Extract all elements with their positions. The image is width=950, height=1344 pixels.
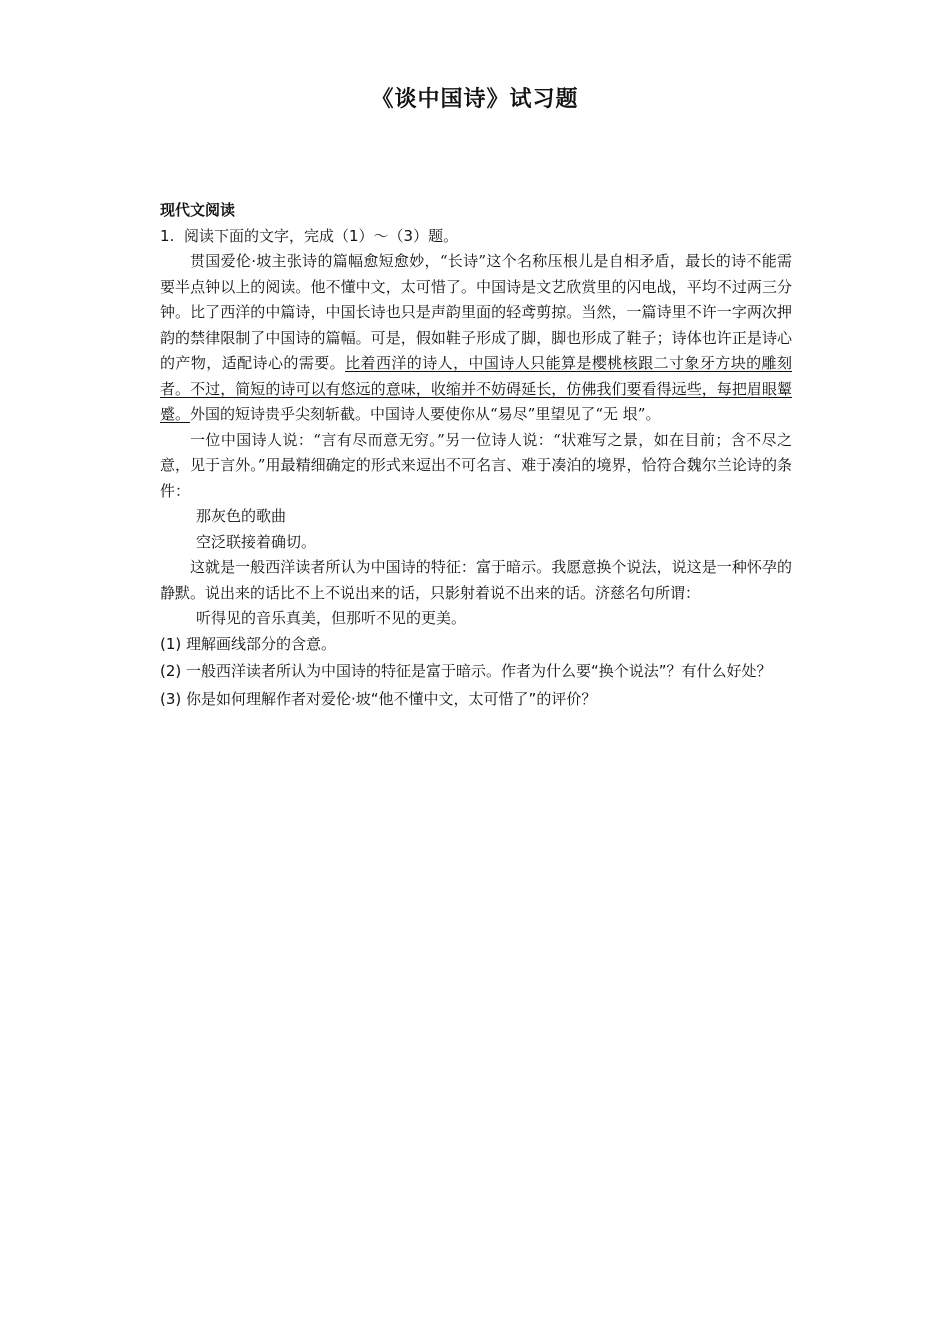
underlined-passage: 比着西洋的诗人，中国诗人只能算是樱桃核跟二寸象牙方块的雕刻者。不过，简短的诗可以有悠远的意味，收缩并不妨碍延长，仿佛我们要看得远些，每把眉眼颦蹙。 xyxy=(160,354,792,423)
sub-question-1: (1) 理解画线部分的含意。 xyxy=(160,634,337,653)
question-number: 1. xyxy=(160,226,175,245)
passage-paragraph-2: 一位中国诗人说：“言有尽而意无穷。”另一位诗人说：“状难写之景，如在目前；含不尽之意，见于言外。”用最精细确定的形式来逗出不可名言、难于凑泊的境界，恰符合魏尔兰论诗的条件： xyxy=(160,430,792,500)
sub-question-2: (2) 一般西洋读者所认为中国诗的特征是富于暗示。作者为什么要“换个说法”？有什么好处？ xyxy=(160,662,772,680)
passage-p1-text: 贯国爱伦·坡主张诗的篇幅愈短愈妙，“长诗”这个名称压根儿是自相矛盾，最长的诗不能需要半点钟以上的阅读。他不懂中文，太可惜了。中国诗是文艺欣赏里的闪电战，平均不过两三分钟。比了西洋的中篇诗，中国长诗也只是声韵里面的轻鸢剪掠。当然，一篇诗里不许一字两次押韵的禁律限制了中国诗的篇幅。可是，假如鞋子形成了脚，脚也形成了鞋子；诗体也许正是诗心的产物，适配诗心的需要。 xyxy=(160,252,792,372)
question-instruction xyxy=(160,224,792,250)
passage-p1-tail: 外国的短诗贵乎尖刻斩截。中国诗人要使你从“易尽”里望见了“无 垠”。 xyxy=(190,405,661,423)
document-title: 《谈中国诗》试习题 xyxy=(371,87,579,112)
section-heading: 现代文阅读 xyxy=(160,201,236,219)
verse-line-1: 那灰色的歌曲 xyxy=(196,507,287,525)
verse-line-3: 听得见的音乐真美，但那听不见的更美。 xyxy=(196,609,467,627)
question-instruction-text: 阅读下面的文字，完成（1）～（3）题。 xyxy=(184,226,459,245)
sub-question-3: (3) 你是如何理解作者对爱伦·坡“他不懂中文，太可惜了”的评价？ xyxy=(160,689,597,708)
passage-paragraph-1 xyxy=(160,249,792,428)
verse-line-2: 空泛联接着确切。 xyxy=(196,532,317,551)
document-body xyxy=(160,198,792,712)
passage-paragraph-3: 这就是一般西洋读者所认为中国诗的特征：富于暗示。我愿意换个说法，说这是一种怀孕的静默。说出来的话比不上不说出来的话，只影射着说不出来的话。济慈名句所谓： xyxy=(160,558,792,602)
